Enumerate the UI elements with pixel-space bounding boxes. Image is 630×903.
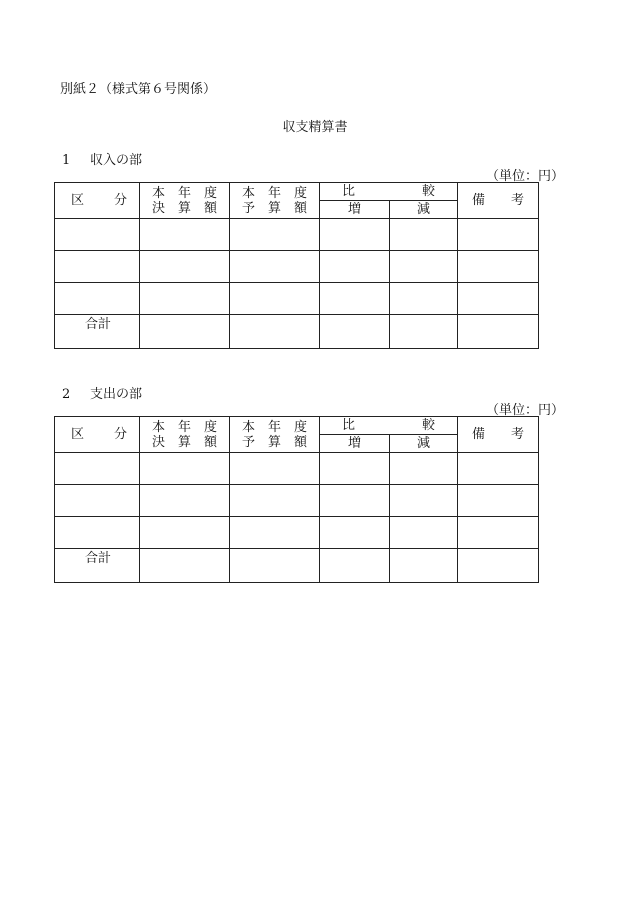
cell <box>230 283 320 315</box>
header-category: 区 分 <box>55 183 140 219</box>
cell <box>390 485 458 517</box>
total-label: 合計 <box>55 549 140 583</box>
cell <box>140 219 230 251</box>
cell <box>320 251 390 283</box>
cell <box>320 453 390 485</box>
unit-label: （単位：円） <box>485 169 564 184</box>
cell <box>458 283 539 315</box>
table-row <box>55 453 539 485</box>
cell <box>140 485 230 517</box>
cell <box>390 219 458 251</box>
header-remarks: 備 考 <box>458 183 539 219</box>
cell <box>140 549 230 583</box>
cell <box>230 485 320 517</box>
header-current-budget: 本 年 度 予 算 額 <box>230 417 320 453</box>
header-remarks: 備 考 <box>458 417 539 453</box>
section-name: 支出の部 <box>90 387 143 402</box>
header-category: 区 分 <box>55 417 140 453</box>
cell <box>140 453 230 485</box>
expenditure-table <box>54 416 539 583</box>
header-comparison: 比 較 <box>320 183 458 201</box>
cell <box>320 283 390 315</box>
cell <box>140 283 230 315</box>
cell <box>320 485 390 517</box>
cell <box>55 453 140 485</box>
cell <box>55 517 140 549</box>
header-current-budget: 本 年 度 予 算 額 <box>230 183 320 219</box>
table-row <box>55 517 539 549</box>
table-row <box>55 219 539 251</box>
header-decrease: 減 <box>390 435 458 453</box>
cell <box>230 549 320 583</box>
cell <box>320 219 390 251</box>
cell <box>55 283 140 315</box>
cell <box>230 251 320 283</box>
cell <box>55 251 140 283</box>
header-increase: 増 <box>320 201 390 219</box>
document-title: 収支精算書 <box>282 120 348 135</box>
cell <box>458 485 539 517</box>
cell <box>55 219 140 251</box>
cell <box>390 517 458 549</box>
section-number: 1 <box>62 153 71 168</box>
cell <box>458 453 539 485</box>
cell <box>458 549 539 583</box>
header-decrease: 減 <box>390 201 458 219</box>
cell <box>458 315 539 349</box>
header-increase: 増 <box>320 435 390 453</box>
header-current-settlement: 本 年 度 決 算 額 <box>140 183 230 219</box>
table-row <box>55 283 539 315</box>
income-table <box>54 182 539 349</box>
cell <box>320 549 390 583</box>
cell <box>230 517 320 549</box>
cell <box>390 251 458 283</box>
cell <box>140 517 230 549</box>
total-row <box>55 315 539 349</box>
total-label: 合計 <box>55 315 140 349</box>
table-row <box>55 251 539 283</box>
cell <box>320 517 390 549</box>
unit-label: （単位：円） <box>485 403 564 418</box>
section-number: 2 <box>62 387 71 402</box>
cell <box>140 251 230 283</box>
cell <box>230 315 320 349</box>
section-heading-expenditure <box>62 383 142 402</box>
cell <box>458 517 539 549</box>
cell <box>140 315 230 349</box>
cell <box>230 219 320 251</box>
section-heading-income <box>62 149 142 168</box>
total-row <box>55 549 539 583</box>
form-reference-label: 別紙２（様式第６号関係） <box>60 82 217 97</box>
cell <box>390 549 458 583</box>
cell <box>55 485 140 517</box>
cell <box>390 453 458 485</box>
section-name: 収入の部 <box>90 153 143 168</box>
table-row <box>55 485 539 517</box>
cell <box>390 283 458 315</box>
header-current-settlement: 本 年 度 決 算 額 <box>140 417 230 453</box>
cell <box>458 219 539 251</box>
cell <box>320 315 390 349</box>
cell <box>458 251 539 283</box>
cell <box>390 315 458 349</box>
header-comparison: 比 較 <box>320 417 458 435</box>
cell <box>230 453 320 485</box>
